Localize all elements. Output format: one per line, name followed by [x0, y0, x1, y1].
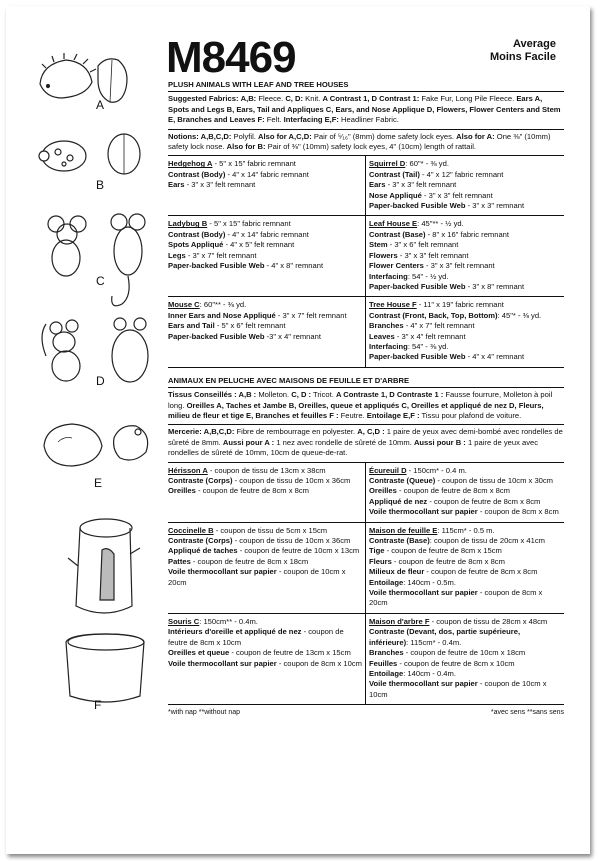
squirrel-figure [42, 318, 148, 382]
view-yardage: : 45"** - ½ yd. [417, 219, 464, 229]
text-run: A Contraste 1, D Contraste 1 : [335, 390, 444, 400]
difficulty-fr: Moins Facile [489, 51, 556, 63]
line-value: : coupon de tissu de 20cm x 41cm [429, 536, 545, 546]
yardage-line [369, 191, 561, 201]
text-run: Felt. [264, 115, 284, 125]
line-value: : 140cm - 0.5m. [403, 577, 456, 587]
line-label: Voile thermocollant sur papier [369, 507, 478, 517]
line-label: Flower Centers [369, 261, 424, 271]
line-value: - coupon de feutre de 13cm x 15cm [229, 648, 351, 658]
line-label: Feuilles [369, 658, 398, 668]
line-label: Legs [168, 250, 186, 260]
view-heading [369, 466, 561, 476]
line-label: Spots Appliqué [168, 240, 224, 250]
view-yardage: : 60"* - ⅜ yd. [405, 159, 449, 169]
yardage-line [168, 170, 362, 180]
line-value: - 8" x 16" fabric remnant [425, 229, 510, 239]
view-heading [369, 526, 561, 536]
yardage-line [369, 679, 561, 700]
text-run: Feutre. [338, 410, 367, 420]
view-title: Souris C [168, 616, 200, 626]
yardage-line [369, 536, 561, 546]
figures-illustration [6, 6, 166, 854]
line-value: - coupon de feutre de 8cm x 18cm [190, 556, 309, 566]
footnotes [168, 705, 564, 718]
view-title: Hérisson A [168, 465, 208, 475]
line-value: - 3" x 7" felt remnant [275, 310, 347, 320]
line-label: Contraste (Devant, dos, partie supérieure, inférieure) [369, 627, 521, 647]
french-notions [168, 425, 564, 462]
text-run: Polyfil. [231, 131, 259, 141]
line-value: : 54" - ½ yd. [407, 271, 449, 281]
text-run: Also for A,C,D: [258, 131, 312, 141]
line-value: - coupon de feutre de 8cm x 8cm [396, 486, 510, 496]
view-title: Squirrel D [369, 159, 406, 169]
yardage-line [369, 507, 561, 517]
line-label: Oreilles et queue [168, 648, 230, 658]
difficulty-en: Average [512, 38, 556, 50]
line-value: - 3" x 3" felt remnant [397, 250, 469, 260]
yardage-line [369, 557, 561, 567]
yardage-line [168, 557, 362, 567]
figure-label-d: D [96, 374, 105, 388]
yardage-line [168, 261, 362, 271]
yardage-line [369, 332, 561, 342]
view-title: Maison d'arbre F [369, 616, 430, 626]
line-value: - 3" x 3" felt remnant [184, 180, 256, 190]
yardage-line [168, 180, 362, 190]
view-heading [168, 526, 362, 536]
text-run: Pair of ⅜" (10mm) safety lock eyes, 4" (10cm) length of rattail. [265, 142, 476, 152]
figure-label-e: E [94, 476, 103, 490]
line-value: - 4" x 14" fabric remnant [225, 169, 309, 179]
text-run: Headliner Fabric. [338, 115, 399, 125]
yardage-line [168, 648, 362, 658]
view-heading [369, 617, 561, 627]
yardage-line [168, 659, 362, 669]
figure-label-a: A [96, 98, 105, 112]
line-label: Flowers [369, 250, 398, 260]
line-value: - coupon de 10cm x 20cm [168, 567, 346, 587]
line-value: - coupon de 10cm x 10cm [369, 679, 547, 699]
yardage-line [168, 486, 362, 496]
pattern-number: M8469 [166, 33, 296, 82]
leaf-house-figure [44, 424, 148, 466]
yardage-line [369, 201, 561, 211]
yardage-line [369, 648, 561, 658]
yardage-line [168, 311, 362, 321]
line-value: - 4" x 4" remnant [465, 352, 525, 362]
line-label: Ears [168, 180, 185, 190]
yardage-cell [366, 216, 564, 297]
yardage-line [369, 170, 561, 180]
text-run: Fibre de rembourrage en polyester. [234, 427, 358, 437]
yardage-line [369, 669, 561, 679]
line-label: Paper-backed Fusible Web [369, 201, 466, 211]
text-run: A,B: [240, 94, 257, 104]
yardage-line [369, 321, 561, 331]
yardage-line [369, 272, 561, 282]
figure-label-f: F [94, 698, 102, 712]
text-run: Aussi pour B : [413, 437, 466, 447]
view-heading [168, 300, 362, 310]
view-yardage: - coupon de tissu de 28cm x 48cm [429, 616, 548, 626]
text-run: C, D : [291, 390, 312, 400]
view-yardage: - 150cm* - 0.4 m. [406, 465, 467, 475]
line-value: - coupon de tissu de 10cm x 36cm [232, 536, 351, 546]
line-label: Paper-backed Fusible Web [369, 281, 466, 291]
yardage-line [369, 282, 561, 292]
line-label: Branches [369, 648, 404, 658]
line-value: - 4" x 14" fabric remnant [225, 229, 309, 239]
line-value: - coupon de 8cm x 10cm [276, 658, 362, 668]
text-run: Interfacing E,F: [283, 115, 339, 125]
line-label: Oreilles [369, 486, 397, 496]
line-label: Leaves [369, 331, 395, 341]
line-label: Voile thermocollant sur papier [369, 588, 478, 598]
yardage-cell [366, 156, 564, 216]
text-run: Aussi pour A : [222, 437, 275, 447]
yardage-line [369, 352, 561, 362]
text-run: Tricot. [311, 390, 336, 400]
view-heading [168, 466, 362, 476]
line-value: - coupon de feutre de 8cm x 10cm [168, 627, 344, 647]
line-label: Paper-backed Fusible Web [369, 352, 466, 362]
line-label: Oreilles [168, 486, 196, 496]
line-label: Ears [369, 180, 386, 190]
line-label: Contraste (Queue) [369, 476, 436, 485]
text-run: Oreilles A, Taches et Jambe B, Oreilles, queue et appliqués C, Oreilles et appliqué de nez D, Fleurs, milieu de fleur et tige E, Branches et feuilles F : [168, 400, 544, 420]
yardage-line [168, 567, 362, 588]
text-run: Mercerie: A,B,C,D: [168, 427, 235, 437]
line-label: Paper-backed Fusible Web [168, 331, 265, 341]
line-value: - 4" x 8" remnant [264, 261, 324, 271]
line-label: Contraste (Base) [369, 536, 430, 546]
yardage-line [168, 230, 362, 240]
text-run: Molleton. [256, 390, 292, 400]
yardage-line [369, 659, 561, 669]
text-run: A Contrast 1, D Contrast 1: [322, 94, 420, 104]
english-fabrics [168, 92, 564, 129]
line-value: - coupon de feutre de 8cm x 15cm [384, 546, 502, 556]
line-label: Nose Appliqué [369, 190, 422, 200]
view-heading [168, 159, 362, 169]
view-heading [369, 159, 561, 169]
yardage-line [168, 536, 362, 546]
text-run: Fausse fourrure, Molleton à poil long. [168, 390, 553, 410]
text-run: A, C,D : [357, 427, 385, 437]
yardage-line [369, 578, 561, 588]
hedgehog-figure [40, 53, 127, 102]
line-value: - coupon de feutre de 8cm x 8cm [391, 556, 505, 566]
line-value: - 4" x 7" felt remnant [403, 321, 475, 331]
french-grid [168, 463, 564, 706]
view-title: Écureuil D [369, 465, 407, 475]
yardage-line [369, 546, 561, 556]
yardage-line [369, 588, 561, 609]
yardage-cell [366, 463, 564, 523]
view-title: Maison de feuille E [369, 525, 438, 535]
french-title: ANIMAUX EN PELUCHE AVEC MAISONS DE FEUILLE ET D'ARBRE [168, 376, 564, 388]
text-run: 1 paire de yeux avec rondelles de sûreté de 10mm, 10cm de queue-de-rat. [168, 437, 539, 458]
line-value: : 54" - ⅜ yd. [407, 341, 449, 351]
yardage-line [168, 251, 362, 261]
line-label: Paper-backed Fusible Web [168, 261, 265, 271]
line-label: Appliqué de nez [369, 496, 428, 506]
tree-house-figure [66, 519, 144, 702]
french-fabrics [168, 388, 564, 425]
line-label: Appliqué de taches [168, 546, 238, 556]
footnote-en: *with nap **without nap [168, 709, 240, 717]
line-label: Branches [369, 321, 404, 331]
line-value: - 3" x 4" felt remnant [394, 331, 466, 341]
yardage-line [369, 627, 561, 648]
line-value: - 5" x 6" felt remnant [214, 321, 286, 331]
line-label: Inner Ears and Nose Appliqué [168, 310, 276, 320]
line-value: : 140cm - 0.4m. [403, 668, 456, 678]
ladybug-figure [39, 134, 140, 174]
yardage-line [369, 342, 561, 352]
line-value: - coupon de feutre de 8cm x 10cm [397, 658, 515, 668]
line-value: - 3" x 3" felt remnant [385, 180, 457, 190]
yardage-line [168, 546, 362, 556]
yardage-cell [366, 614, 564, 705]
yardage-cell [168, 156, 366, 216]
yardage-cell [168, 297, 366, 367]
view-title: Ladybug B [168, 219, 208, 229]
line-value: - coupon de feutre de 8cm x 8cm [427, 496, 541, 506]
line-value: - 3" x 7" felt remnant [185, 250, 257, 260]
pattern-envelope-back [6, 6, 590, 854]
text-run: Entoilage E,F : [366, 410, 420, 420]
yardage-line [369, 497, 561, 507]
line-label: Intérieurs d'oreille et appliqué de nez [168, 627, 302, 637]
yardage-line [369, 567, 561, 577]
line-value: - coupon de 8cm x 8cm [477, 507, 559, 517]
view-title: Hedgehog A [168, 159, 213, 169]
mouse-figure [48, 214, 145, 306]
yardage-line [168, 627, 362, 648]
line-value: - 3" x 3" felt remnant [423, 261, 495, 271]
view-yardage: - 5" x 15" fabric remnant [212, 159, 296, 169]
yardage-line [369, 261, 561, 271]
line-label: Interfacing [369, 271, 408, 281]
line-label: Voile thermocollant sur papier [369, 679, 478, 689]
text-run: Also for A: [456, 131, 495, 141]
line-value: : 45"* - ⅜ yd. [497, 310, 542, 320]
text-run: 1 nez avec rondelle de sûreté de 10mm. [274, 437, 414, 447]
text-run: C, D: [285, 94, 304, 104]
english-grid [168, 156, 564, 367]
view-heading [168, 617, 362, 627]
line-label: Contrast (Front, Back, Top, Bottom) [369, 310, 498, 320]
view-yardage: : 60"** - ⅜ yd. [199, 300, 247, 310]
view-yardage: : 150cm** - 0.4m. [199, 616, 258, 626]
view-yardage: - 11" x 19" fabric remnant [416, 300, 504, 310]
line-label: Pattes [168, 556, 191, 566]
view-yardage: - 5" x 15" fabric remnant [207, 219, 291, 229]
english-title: PLUSH ANIMALS WITH LEAF AND TREE HOUSES [168, 80, 564, 92]
text-run: Pair of ⁵⁄₁₆" (8mm) dome safety lock eyes. [311, 131, 457, 141]
yardage-line [369, 251, 561, 261]
yardage-line [369, 180, 561, 190]
yardage-line [369, 311, 561, 321]
line-value: - 3" x 8" remnant [465, 281, 525, 291]
line-value: - coupon de feutre de 8cm x 8cm [195, 486, 309, 496]
line-value: : 115cm* - 0.4m. [406, 637, 462, 647]
yardage-line [168, 240, 362, 250]
line-label: Entoilage [369, 668, 404, 678]
line-label: Contrast (Body) [168, 169, 226, 179]
line-label: Ears and Tail [168, 321, 215, 331]
view-title: Leaf House E [369, 219, 418, 229]
figure-label-b: B [96, 178, 105, 192]
line-value: - coupon de tissu de 10cm x 30cm [435, 476, 554, 485]
line-label: Interfacing [369, 341, 408, 351]
yardage-cell [168, 463, 366, 523]
view-title: Tree House F [369, 300, 417, 310]
yardage-cell [366, 523, 564, 614]
line-label: Milieux de fleur [369, 567, 425, 577]
view-title: Coccinelle B [168, 525, 214, 535]
line-value: - coupon de 8cm x 20cm [369, 588, 543, 608]
text-run: Also for B: [226, 142, 266, 152]
text-run: 1 paire de yeux avec demi-bombé avec rondelles de sûreté de 8mm. [168, 427, 563, 447]
line-label: Tige [369, 546, 385, 556]
view-title: Mouse C [168, 300, 200, 310]
line-label: Contrast (Base) [369, 229, 426, 239]
text-run: Fake Fur, Long Pile Fleece. [419, 94, 517, 104]
line-value: - 4" x 12" fabric remnant [419, 169, 504, 179]
yardage-cell [366, 297, 564, 367]
yardage-line [369, 476, 561, 486]
view-yardage: : 115cm* - 0.5 m. [437, 525, 495, 535]
text-run: Tissu pour plafond de voiture. [419, 410, 522, 420]
view-yardage: - coupon de tissu de 5cm x 15cm [213, 525, 328, 535]
line-value: - coupon de feutre de 8cm x 8cm [424, 567, 538, 577]
yardage-cell [168, 614, 366, 705]
line-value: - coupon de tissu de 10cm x 36cm [232, 476, 351, 485]
difficulty-level [490, 38, 556, 64]
view-heading [168, 219, 362, 229]
line-value: - 3" x 3" felt remnant [421, 190, 493, 200]
text-run: Tissus Conseillés : A,B : [168, 390, 257, 400]
view-heading [369, 300, 561, 310]
line-label: Stem [369, 240, 388, 250]
text-run: Fleece. [256, 94, 286, 104]
yardage-line [168, 321, 362, 331]
line-value: - coupon de feutre de 10cm x 18cm [403, 648, 526, 658]
text-run: Suggested Fabrics: [168, 94, 239, 104]
line-label: Voile thermocollant sur papier [168, 567, 277, 577]
line-label: Fleurs [369, 556, 392, 566]
line-label: Entoilage [369, 577, 404, 587]
line-value: -3" x 4" remnant [264, 331, 321, 341]
footnote-fr: *avec sens **sans sens [490, 709, 564, 717]
view-yardage: - coupon de tissu de 13cm x 38cm [207, 465, 326, 475]
yardage-line [369, 240, 561, 250]
line-label: Contrast (Tail) [369, 169, 420, 179]
line-value: - 3" x 3" remnant [465, 201, 525, 211]
line-label: Contraste (Corps) [168, 536, 233, 546]
yardage-cell [168, 523, 366, 614]
line-value: - 4" x 5" felt remnant [223, 240, 295, 250]
yardage-line [369, 230, 561, 240]
figure-label-c: C [96, 274, 105, 288]
text-run: One ⅜" (10mm) safety lock nose. [168, 131, 551, 152]
text-run: Knit. [303, 94, 323, 104]
line-label: Voile thermocollant sur papier [168, 658, 277, 668]
english-notions [168, 130, 564, 157]
yardage-chart [168, 80, 564, 719]
text-run: Notions: A,B,C,D: [168, 131, 232, 141]
yardage-line [369, 486, 561, 496]
line-value: - coupon de feutre de 10cm x 13cm [237, 546, 360, 556]
yardage-line [168, 332, 362, 342]
view-heading [369, 219, 561, 229]
yardage-line [168, 476, 362, 486]
text-run: Ears A, Spots and Legs B, Ears, Tail and Appliques C, Ears, and Nose Applique D, Flowers, Flower Centers and Stem E, Branches and Leaves F: [168, 94, 561, 125]
yardage-cell [168, 216, 366, 297]
line-label: Contraste (Corps) [168, 476, 233, 485]
line-label: Contrast (Body) [168, 229, 226, 239]
line-value: - 3" x 6" felt remnant [387, 240, 459, 250]
